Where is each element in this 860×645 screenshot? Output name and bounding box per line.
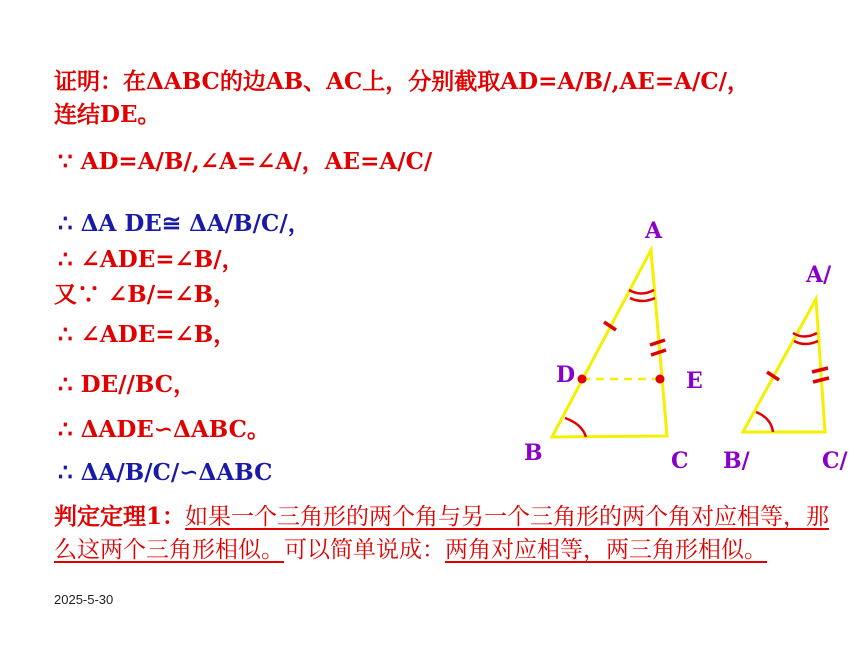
proof-line-3: ∵ AD=A/B/,∠A=∠A/，AE=A/C/ bbox=[58, 148, 433, 175]
tick-ae bbox=[650, 340, 665, 345]
proof-line-6: 又∵ ∠B/=∠B， bbox=[54, 281, 237, 308]
label-c: C bbox=[671, 448, 689, 474]
point-e bbox=[656, 375, 665, 384]
tick-a2c2 bbox=[812, 368, 828, 372]
label-a: A bbox=[645, 218, 663, 244]
label-c2: C/ bbox=[822, 448, 848, 474]
triangle-a2b2c2 bbox=[743, 299, 825, 432]
angle-a-arc bbox=[629, 290, 654, 294]
slide-date: 2025-5-30 bbox=[54, 592, 114, 607]
proof-line-9: ∴ ΔADE∽ΔABC。 bbox=[58, 416, 270, 443]
label-b2: B/ bbox=[723, 448, 750, 474]
angle-b-arc bbox=[565, 418, 586, 437]
proof-line-7: ∴ ∠ADE=∠B， bbox=[58, 321, 237, 348]
label-e: E bbox=[686, 368, 703, 394]
label-a2: A/ bbox=[806, 262, 832, 288]
proof-line-10: ∴ ΔA/B/C/∽ΔABC bbox=[58, 459, 273, 486]
theorem-label: 判定定理1： bbox=[54, 503, 186, 530]
theorem-summary: 两角对应相等，两三角形相似。 bbox=[445, 537, 767, 563]
proof-line-1: 证明：在ΔABC的边AB、AC上，分别截取AD=A/B/,AE=A/C/， bbox=[54, 68, 751, 95]
proof-line-2: 连结DE。 bbox=[54, 101, 161, 128]
theorem-statement: 如果一个三角形的两个角与另一个三角形的两个角对应相等，那么这两个三角形相似。 bbox=[54, 504, 830, 563]
label-d: D bbox=[556, 362, 576, 388]
label-b: B bbox=[524, 440, 543, 466]
proof-line-5: ∴ ∠ADE=∠B/， bbox=[58, 246, 245, 273]
point-d bbox=[578, 375, 587, 384]
angle-b2-arc bbox=[756, 412, 773, 432]
proof-line-8: ∴ DE//BC， bbox=[58, 371, 197, 398]
proof-line-4: ∴ ΔA DE≅ ΔA/B/C/， bbox=[58, 210, 311, 237]
theorem-connector: 可以简单说成： bbox=[284, 537, 445, 563]
